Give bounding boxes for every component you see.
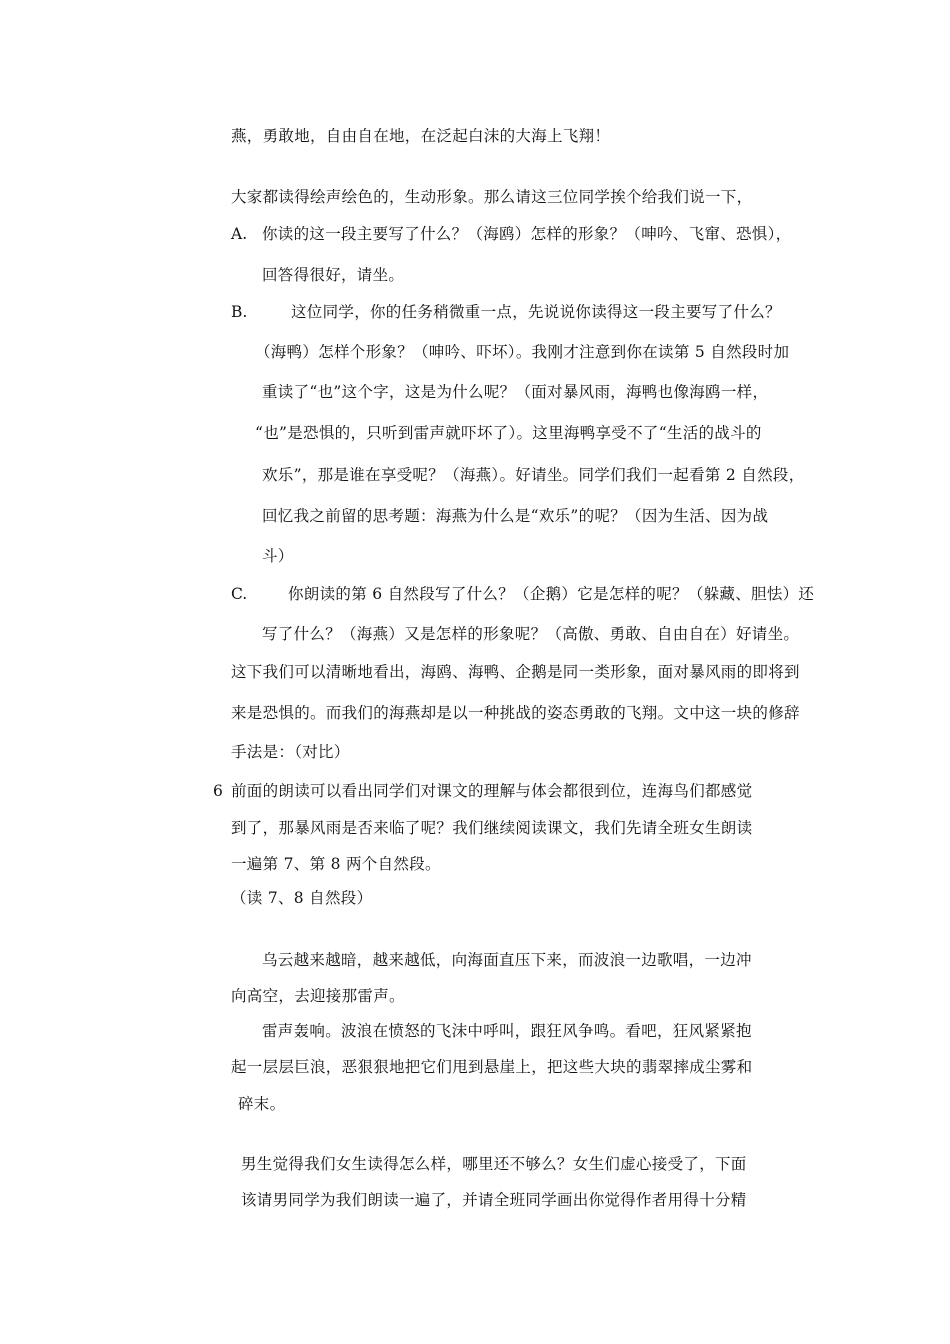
text-line: “也”是恐惧的，只听到雷声就吓坏了）。这里海鸭享受不了“生活的战斗的 [255, 424, 762, 442]
text-line: 重读了“也”这个字，这是为什么呢？（面对暴风雨，海鸭也像海鸥一样， [262, 383, 769, 401]
text-line: 来是恐惧的。而我们的海燕却是以一种挑战的姿态勇敢的飞翔。文中这一块的修辞 [231, 704, 800, 722]
text-line: 回忆我之前留的思考题：海燕为什么是“欢乐”的呢？（因为生活、因为战 [262, 507, 769, 525]
text-line: 这下我们可以清晰地看出，海鸥、海鸭、企鹅是同一类形象，面对暴风雨的即将到 [231, 663, 800, 681]
text-line: 向高空，去迎接那雷声。 [231, 987, 405, 1005]
list-marker-a: A. [231, 225, 248, 243]
text-line: 前面的朗读可以看出同学们对课文的理解与体会都很到位，连海鸟们都感觉 [231, 782, 753, 800]
text-line: 一遍第 7、第 8 两个自然段。 [231, 855, 441, 873]
text-line: 该请男同学为我们朗读一遍了，并请全班同学画出你觉得作者用得十分精 [241, 1191, 747, 1209]
text-line: 燕，勇敢地，自由自在地，在泛起白沫的大海上飞翔！ [231, 127, 611, 145]
text-line: 写了什么？（海燕）又是怎样的形象呢？（高傲、勇敢、自由自在）好请坐。 [262, 625, 800, 643]
text-line: 这位同学，你的任务稍微重一点，先说说你读得这一段主要写了什么？ [291, 303, 781, 321]
text-line: 男生觉得我们女生读得怎么样，哪里还不够么？女生们虚心接受了，下面 [241, 1155, 747, 1173]
text-line: 你读的这一段主要写了什么？（海鸥）怎样的形象？（呻吟、飞窜、恐惧）， [262, 225, 792, 243]
text-line: 起一层层巨浪，恶狠狠地把它们甩到悬崖上，把这些大块的翡翠摔成尘雾和 [231, 1058, 753, 1076]
list-marker-b: B. [231, 303, 248, 321]
text-line: 乌云越来越暗，越来越低，向海面直压下来，而波浪一边歌唱，一边冲 [262, 951, 752, 969]
text-line: 斗） [262, 547, 294, 565]
text-line: 到了，那暴风雨是否来临了呢？我们继续阅读课文，我们先请全班女生朗读 [231, 819, 753, 837]
text-line: 大家都读得绘声绘色的，生动形象。那么请这三位同学挨个给我们说一下， [231, 188, 753, 206]
section-number: 6 [213, 782, 223, 800]
text-line: 你朗读的第 6 自然段写了什么？（企鹅）它是怎样的呢？（躲藏、胆怯）还 [288, 585, 815, 603]
text-line: （海鸭）怎样个形象？（呻吟、吓坏）。我刚才注意到你在读第 5 自然段时加 [255, 343, 790, 361]
text-line: 碎末。 [238, 1095, 286, 1113]
text-line: 雷声轰响。波浪在愤怒的飞沫中呼叫，跟狂风争鸣。看吧，狂风紧紧抱 [262, 1022, 752, 1040]
list-marker-c: C. [231, 585, 248, 603]
text-line: 欢乐”，那是谁在享受呢？（海燕）。好请坐。同学们我们一起看第 2 自然段， [262, 466, 805, 484]
text-line: 手法是：（对比） [231, 743, 350, 761]
text-line: （读 7、8 自然段） [231, 889, 373, 907]
text-line: 回答得很好，请坐。 [262, 266, 405, 284]
